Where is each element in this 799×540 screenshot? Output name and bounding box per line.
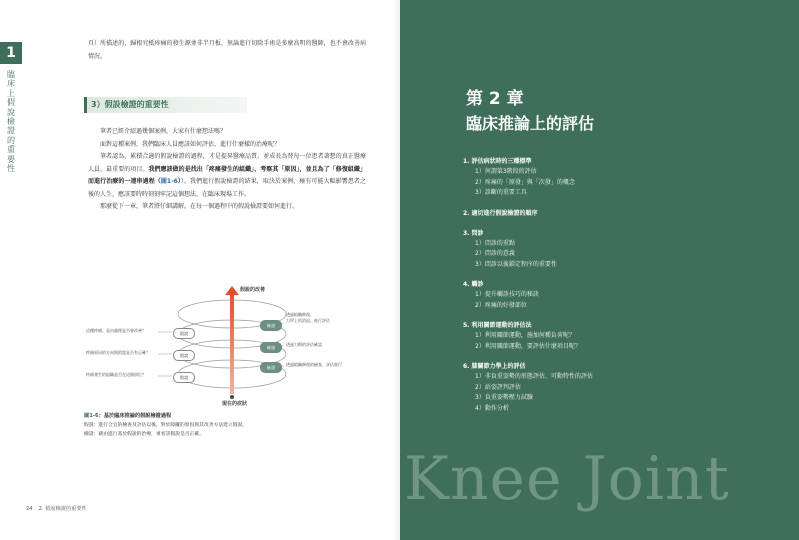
spiral-graphic: [84, 284, 374, 410]
section-heading-text: 3）假設檢證的重要性: [91, 100, 169, 109]
toc-section-heading: 3. 問診: [463, 229, 484, 237]
verify-pill-3: 檢證: [260, 362, 282, 373]
toc-item: 3）負重姿勢壓力試驗: [475, 394, 533, 401]
diagram-question-3: 疼痛發生的組織是否在這個部位？: [86, 372, 146, 377]
figure-caption: 圖1-6：基於臨床推論的假說檢證過程: [84, 413, 172, 419]
improvement-arrow-head: [225, 286, 239, 295]
toc-item: 1）何謂第3階段的評估: [475, 168, 537, 175]
section-heading: [84, 97, 247, 113]
body-paragraph-4: 那麼從下一章，筆者將仔細講解，在每一個過程中的假說檢證要如何進行。: [100, 203, 299, 210]
body-paragraph-3b: 我們應該做的是找出「疼痛發生的組織」，考察其「原因」，並且為了「修復組織」而進行治療的一連串過程（: [88, 165, 366, 185]
toc-section-heading: 6. 膝關節力學上的評估: [463, 363, 526, 370]
toc-item: 1）提升觸診技巧的秘訣: [475, 291, 539, 298]
figure-note-hypothesis: 假說：進行合宜的檢查及評估以後，對於障礙的原因與其改善方法建立假說。: [84, 423, 248, 428]
diagram-note-2: 透過刀傷的評估確認: [286, 342, 322, 347]
table-of-contents: [463, 156, 683, 423]
figure-note: [84, 422, 374, 439]
diagram-question-2: 疼痛原因的方向與假說是否有正確？: [86, 350, 150, 355]
verify-pill-2: 檢證: [260, 342, 282, 353]
chapter-name: 臨床推論上的評估: [466, 114, 595, 133]
toc-item: 2）疼痛的「原發」與「次發」的概念: [475, 178, 575, 186]
toc-item: 4）動作分析: [475, 404, 509, 412]
toc-item: 1）非負重姿勢的形態評估、可動特性的評估: [475, 373, 593, 380]
intro-paragraph: 頁）所描述的，歸根究柢疼痛的發生源並非半月板，無論進行切除手術是多麼高明的醫師，也不會改善病情況。: [88, 40, 366, 60]
body-paragraph-3a: 筆者認為，累積合適的假說檢證的過程，才是提昇醫療品質、並成長為替每一位患者著想的真正醫療人員，最重要的項目。: [88, 153, 366, 173]
toc-item: 2）問診的意義: [475, 250, 515, 257]
diagram-bottom-label: 現在的症狀: [222, 401, 248, 407]
figure-reference: 圖1-6: [160, 178, 178, 185]
chapter-title-block: [466, 88, 594, 135]
toc-section: [463, 279, 683, 311]
hypothesis-verification-diagram: [84, 284, 374, 410]
figure-caption-tag: 圖1-6: [84, 413, 99, 419]
body-paragraph-3c: ）。我們進行假說檢證的結果，取決於案例，極有可能大幅影響患者之後的人生，應該要時時刻刻牢記這個想法，在臨床現場工作。: [88, 178, 366, 198]
current-symptom-dot: [230, 395, 234, 399]
gutter-shadow: [392, 0, 400, 540]
toc-section: [463, 320, 683, 352]
toc-item: 2）利用關節運動，要評估什麼項目呢？: [475, 342, 581, 350]
page-footer: [26, 505, 87, 512]
toc-item: 2）站姿評判評估: [475, 383, 521, 391]
toc-section: [463, 156, 683, 199]
hypothesis-pill-2: 假說: [173, 350, 195, 361]
toc-section: [463, 208, 683, 219]
background-title: Knee Joint: [404, 444, 730, 514]
body-text: [88, 126, 366, 214]
figure-caption-text: 基於臨床推論的假說檢證過程: [103, 413, 172, 419]
running-footer: 2. 假說檢證的重要性: [38, 506, 87, 512]
toc-section-heading: 5. 利用關節運動的評估法: [463, 322, 532, 329]
diagram-note-1: 透過組織修復， 力學上的消退、進行評估: [286, 312, 330, 323]
toc-section: [463, 361, 683, 414]
diagram-top-label: 假說的改善: [240, 287, 266, 293]
toc-section-heading: 1. 評估病狀時的三種標準: [463, 158, 532, 165]
toc-item: 1）問診的重點: [475, 239, 515, 247]
diagram-question-1: 這種疼痛，是由處理是否會改善？: [86, 328, 146, 333]
toc-section: [463, 228, 683, 271]
hypothesis-pill-3: 假說: [173, 372, 195, 383]
chapter-side-title: 臨床上假說檢證的重要性: [7, 70, 15, 174]
figure-note-verification: 檢證：藉由進行基於假說的治療，重看該假說是否正確。: [84, 431, 204, 437]
page-number: 24: [26, 506, 33, 512]
toc-item: 3）問診以後鎖定程序的重要性: [475, 260, 557, 268]
body-paragraph-1: 筆者已經介紹過幾個案例，大家有什麼想法嗎？: [100, 128, 227, 135]
toc-section-heading: 4. 觸診: [463, 281, 484, 288]
body-paragraph-3: 筆者認為，累積合適的假說檢證的過程，才是提昇醫療品質、並成長為替每一位患者著想的真正醫療人員，最重要的項目。我們應該做的是找出「疼痛發生的組織」，考察其「原因」，並且為了「修復組織」而進行治療的一連串過程（圖1-6））。我們進行假說檢證的結果，取決於案例，極有可能大幅影響患者之後的人生，應該要時時刻刻牢記這個想法，在臨床現場工作。: [88, 153, 366, 198]
toc-item: 2）疼痛的好發部位: [475, 301, 527, 309]
chapter-number: 第 2 章: [466, 89, 524, 109]
improvement-arrow-shaft: [230, 294, 234, 394]
toc-item: 1）利用關節運動，施加何種負荷呢？: [475, 332, 575, 339]
body-paragraph-2: 面對這種案例，我們臨床人員應該如何評估、進行什麼樣的治療呢？: [100, 140, 281, 148]
toc-section-heading: 2. 適切進行假說檢證的順序: [463, 209, 538, 217]
chapter-tab: 1: [0, 42, 22, 64]
hypothesis-pill-1: 假說: [173, 328, 195, 339]
toc-item: 3）診斷的重要工具: [475, 189, 527, 196]
verify-pill-1: 檢證: [260, 320, 282, 331]
diagram-note-3: 透過組織修復的檢查、評估進行: [286, 362, 342, 367]
